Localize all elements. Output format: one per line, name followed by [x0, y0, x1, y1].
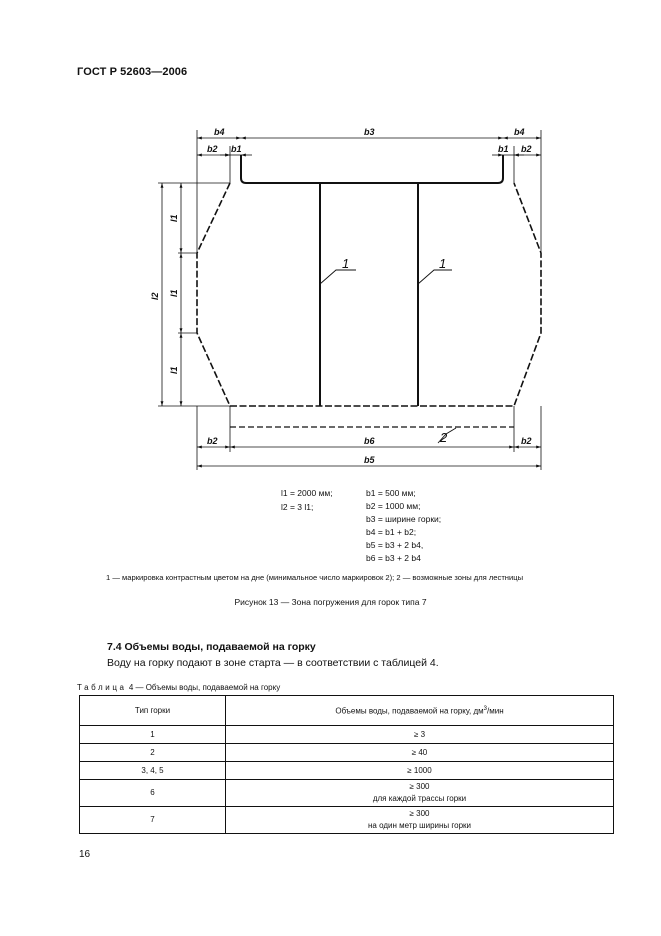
figure-caption: Рисунок 13 — Зона погружения для горок типа 7: [234, 597, 427, 607]
formula-l2: l2 = 3 l1;: [281, 502, 314, 512]
water-volume-table: [79, 695, 614, 834]
cell-type: 7: [80, 807, 226, 834]
dim-label-l1: l1: [169, 289, 179, 297]
figure-legend: 1 — маркировка контрастным цветом на дне (минимальное число маркировок 2); 2 — возможные зоны для лестницы: [106, 573, 524, 582]
dim-label-b4: b4: [514, 127, 525, 137]
table-row: [80, 807, 614, 834]
cell-volume: ≥ 300 для каждой трассы горки: [226, 780, 614, 807]
formula-b4: b4 = b1 + b2;: [366, 527, 417, 537]
col-header-volume: Объемы воды, подаваемой на горку, $дм^3$/мин: [226, 696, 614, 726]
table-title-rest: 4 — Объемы воды, подаваемой на горку: [128, 683, 281, 692]
callout-2: 2: [440, 430, 448, 445]
document-header: ГОСТ Р 52603—2006: [77, 66, 188, 78]
dim-label-b1: b1: [498, 144, 509, 154]
cell-type: 2: [80, 744, 226, 762]
section-heading: 7.4 Объемы воды, подаваемой на горку: [107, 641, 316, 653]
table-row: [80, 744, 614, 762]
dim-label-l1: l1: [169, 366, 179, 374]
pool-outline: [197, 183, 541, 406]
col-header-type: Тип горки: [80, 696, 226, 726]
slide-top-edge: [241, 155, 503, 183]
dim-label-l2: l2: [150, 292, 160, 300]
dim-label-b3: b3: [364, 127, 375, 137]
cell-type: 1: [80, 726, 226, 744]
formula-b1: b1 = 500 мм;: [366, 488, 416, 498]
dim-label-b4: b4: [214, 127, 225, 137]
formula-l1: l1 = 2000 мм;: [281, 488, 333, 498]
table-title-prefix: Таблица: [77, 683, 127, 692]
callout-1: 1: [342, 256, 350, 271]
formula-b6: b6 = b3 + 2 b4: [366, 553, 421, 563]
dim-label-l1: l1: [169, 214, 179, 222]
dim-label-b5: b5: [364, 455, 375, 465]
table-row: [80, 762, 614, 780]
cell-volume: ≥ 1000: [226, 762, 614, 780]
table-row: [80, 726, 614, 744]
dim-label-b2: b2: [521, 144, 532, 154]
section-text: Воду на горку подают в зоне старта — в соответствии с таблицей 4.: [107, 657, 439, 669]
cell-volume: ≥ 40: [226, 744, 614, 762]
formula-b5: b5 = b3 + 2 b4,: [366, 540, 424, 550]
formula-b3: b3 = ширине горки;: [366, 514, 442, 524]
page-number: 16: [79, 849, 91, 860]
table-row: [80, 780, 614, 807]
cell-volume: ≥ 3: [226, 726, 614, 744]
dim-label-b2: b2: [207, 436, 218, 446]
cell-type: 6: [80, 780, 226, 807]
dim-label-b1: b1: [231, 144, 242, 154]
table-title: [77, 683, 280, 692]
cell-type: 3, 4, 5: [80, 762, 226, 780]
cell-volume: ≥ 300 на один метр ширины горки: [226, 807, 614, 834]
callout-1: 1: [439, 256, 447, 271]
formula-b2: b2 = 1000 мм;: [366, 501, 421, 511]
dim-label-b2: b2: [207, 144, 218, 154]
dim-label-b6: b6: [364, 436, 375, 446]
dim-label-b2: b2: [521, 436, 532, 446]
